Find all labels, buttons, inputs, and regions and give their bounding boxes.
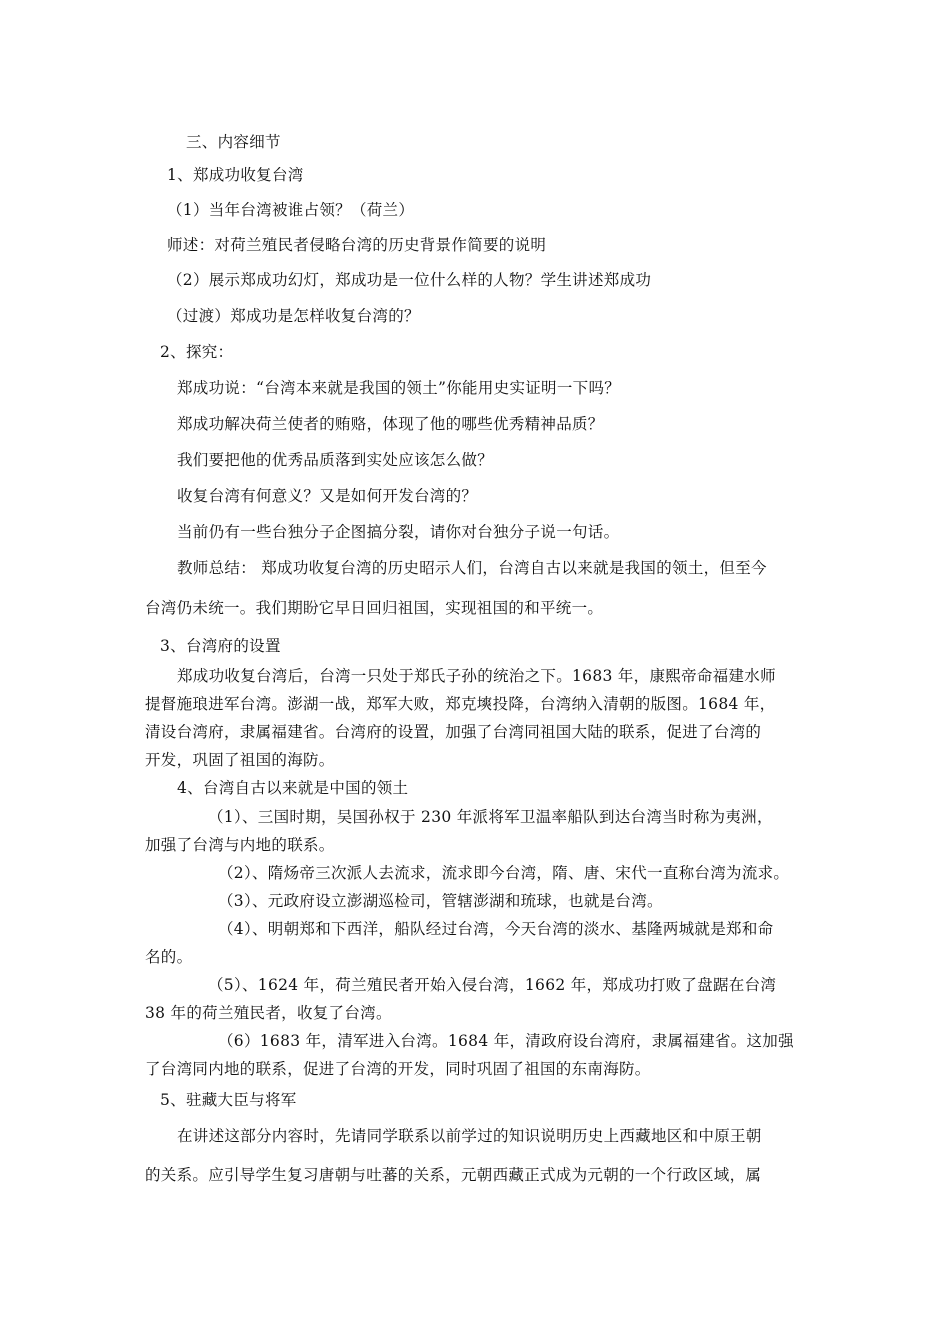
fact-item-cont: 38 年的荷兰殖民者，收复了台湾。	[145, 1004, 392, 1022]
fact-item: （4）、明朝郑和下西洋，船队经过台湾，今天台湾的淡水、基隆两城就是郑和命	[218, 920, 774, 938]
inquiry-item: 我们要把他的优秀品质落到实处应该怎么做？	[177, 451, 494, 469]
teacher-summary: 教师总结： 郑成功收复台湾的历史昭示人们，台湾自古以来就是我国的领土，但至今	[177, 559, 767, 577]
fact-item: （6）1683 年，清军进入台湾。1684 年，清政府设台湾府，隶属福建省。这加强	[218, 1032, 794, 1050]
heading-3: 3、台湾府的设置	[160, 637, 281, 655]
heading-5: 5、驻藏大臣与将军	[160, 1091, 297, 1109]
transition-line: （过渡）郑成功是怎样收复台湾的？	[167, 307, 420, 325]
fact-item: （2）、隋炀帝三次派人去流求，流求即今台湾，隋、唐、宋代一直称台湾为流求。	[218, 864, 790, 882]
fact-item: （1）、三国时期，吴国孙权于 230 年派将军卫温率船队到达台湾当时称为夷洲，	[208, 808, 773, 826]
heading-4: 4、台湾自古以来就是中国的领土	[177, 779, 409, 797]
paragraph-line: 开发，巩固了祖国的海防。	[145, 751, 335, 769]
fact-item-cont: 加强了台湾与内地的联系。	[145, 836, 335, 854]
heading-2: 2、探究：	[160, 343, 234, 361]
fact-item-cont: 名的。	[145, 948, 193, 966]
fact-item: （3）、元政府设立澎湖巡检司，管辖澎湖和琉球，也就是台湾。	[218, 892, 663, 910]
fact-item-cont: 了台湾同内地的联系，促进了台湾的开发，同时巩固了祖国的东南海防。	[145, 1060, 651, 1078]
paragraph-line: 的关系。应引导学生复习唐朝与吐蕃的关系，元朝西藏正式成为元朝的一个行政区域，属	[145, 1166, 762, 1184]
inquiry-item: 郑成功解决荷兰使者的贿赂，体现了他的哪些优秀精神品质？	[177, 415, 604, 433]
question-2: （2）展示郑成功幻灯，郑成功是一位什么样的人物？学生讲述郑成功	[167, 271, 652, 289]
heading-1: 1、郑成功收复台湾	[167, 166, 304, 184]
fact-item: （5）、1624 年，荷兰殖民者开始入侵台湾，1662 年，郑成功打败了盘踞在台湾	[208, 976, 777, 994]
teacher-summary-cont: 台湾仍未统一。我们期盼它早日回归祖国，实现祖国的和平统一。	[145, 599, 604, 617]
paragraph-line: 清设台湾府，隶属福建省。台湾府的设置，加强了台湾同祖国大陆的联系，促进了台湾的	[145, 723, 762, 741]
inquiry-item: 郑成功说：“台湾本来就是我国的领土”你能用史实证明一下吗？	[177, 379, 621, 397]
section-title: 三、内容细节	[186, 133, 281, 151]
paragraph-line: 提督施琅进军台湾。澎湖一战，郑军大败，郑克塽投降，台湾纳入清朝的版图。1684 年，	[145, 695, 776, 713]
teacher-note: 师述：对荷兰殖民者侵略台湾的历史背景作简要的说明	[167, 236, 547, 254]
inquiry-item: 收复台湾有何意义？又是如何开发台湾的？	[177, 487, 478, 505]
paragraph-line: 在讲述这部分内容时，先请同学联系以前学过的知识说明历史上西藏地区和中原王朝	[177, 1127, 762, 1145]
inquiry-item: 当前仍有一些台独分子企图搞分裂，请你对台独分子说一句话。	[177, 523, 620, 541]
question-1: （1）当年台湾被谁占领？（荷兰）	[167, 201, 415, 219]
paragraph-line: 郑成功收复台湾后，台湾一只处于郑氏子孙的统治之下。1683 年，康熙帝命福建水师	[177, 667, 776, 685]
